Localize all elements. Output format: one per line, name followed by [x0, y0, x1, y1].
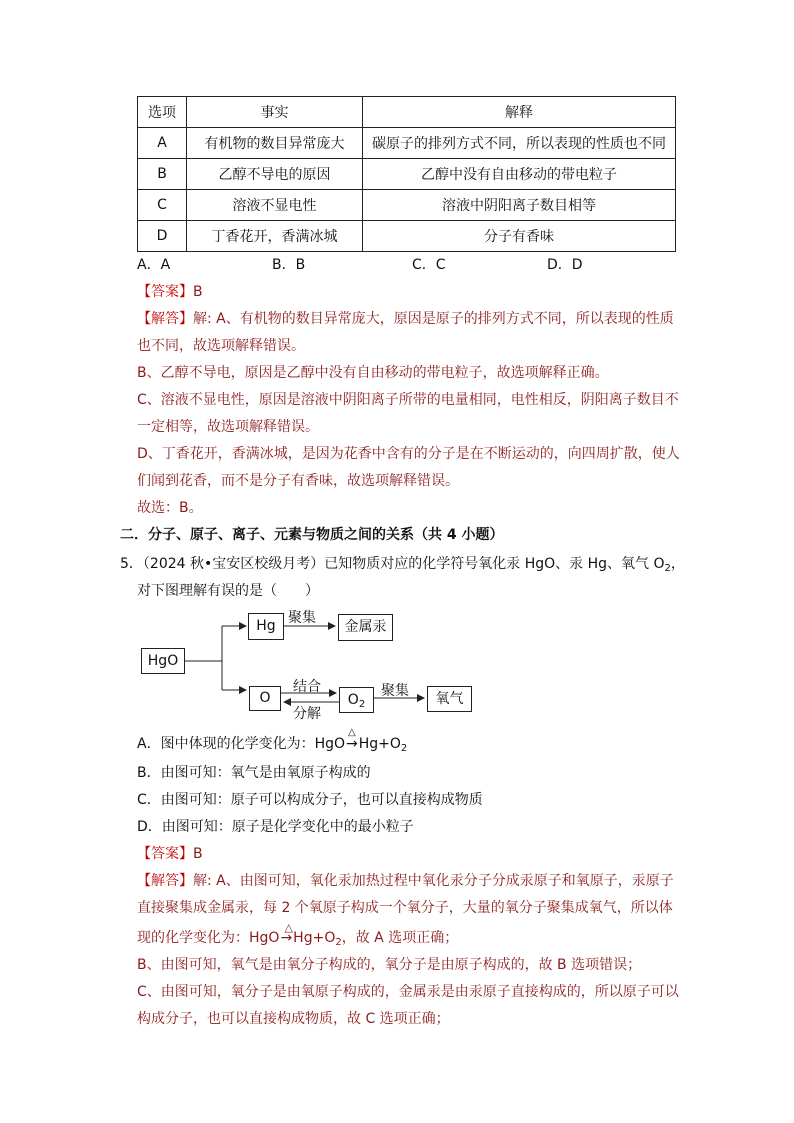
q4-solution-line: D、丁香花开，香满冰城，是因为花香中含有的分子是在不断运动的，向四周扩散，使人	[137, 446, 680, 462]
q5-solution-line	[137, 921, 459, 948]
delta-symbol: △	[284, 921, 293, 934]
o2-box	[339, 687, 374, 713]
solution-line3-products: Hg+O	[293, 930, 336, 946]
table-cell: 乙醇中没有自由移动的带电粒子	[363, 159, 676, 190]
table-header-cell: 事实	[187, 97, 363, 128]
q5-solution-line: B、由图可知，氧气是由氧分子构成的，氧分子是由原子构成的，故 B 选项错误；	[137, 957, 642, 973]
q4-solution-line: B、乙醇不导电，原因是乙醇中没有自由移动的带电粒子，故选项解释正确。	[137, 365, 609, 381]
q5-solution-line: 直接聚集成金属汞，每 2 个氧原子构成一个氧分子，大量的氧分子聚集成氧气，所以体	[137, 900, 673, 916]
q4-option-b: B．B	[272, 257, 306, 273]
q4-solution-line: C、溶液不显电性，原因是溶液中阴阳离子所带的电量相同，电性相反，阴阳离子数目不	[137, 392, 679, 408]
jujie-label-2: 聚集	[381, 683, 409, 699]
q5-solution-line: 构成分子，也可以直接构成物质，故 C 选项正确；	[137, 1011, 450, 1027]
solution-line3-prefix: 现的化学变化为：HgO	[137, 930, 280, 946]
q5-answer	[137, 843, 203, 863]
table-cell: B	[138, 159, 187, 190]
solution-label: 【解答】	[137, 311, 193, 327]
q4-option-a: A．A	[137, 257, 171, 273]
reaction-arrow: →	[280, 930, 293, 946]
table-header-cell: 选项	[138, 97, 187, 128]
table-cell: 溶液不显电性	[187, 190, 363, 221]
solution-text: 解: A、由图可知，氧化汞加热过程中氧化汞分子分成汞原子和氧原子，汞原子	[193, 873, 674, 889]
o2-main: O	[347, 692, 359, 708]
combine-label: 结合	[293, 679, 321, 695]
solution-text: 解: A、有机物的数目异常庞大，原因是原子的排列方式不同，所以表现的性质	[193, 311, 674, 327]
answer-label: 【答案】	[137, 284, 193, 300]
o2-sub: 2	[358, 699, 366, 710]
option-a-prefix: A．图中体现的化学变化为：HgO	[137, 736, 346, 752]
solution-line3-suffix: ，故 A 选项正确；	[341, 930, 459, 946]
q4-option-c: C．C	[412, 257, 446, 273]
hgo-box: HgO	[141, 648, 185, 674]
table-cell: 溶液中阴阳离子数目相等	[363, 190, 676, 221]
table-cell: A	[138, 128, 187, 159]
o-atom-box: O	[249, 686, 281, 711]
table-cell: 乙醇不导电的原因	[187, 159, 363, 190]
q4-solution-line: 一定相等，故选项解释错误。	[137, 419, 319, 435]
q5-stem-line2: 对下图理解有误的是（ ）	[137, 583, 319, 599]
q5-stem-text: 5．（2024 秋•宝安区校级月考）已知物质对应的化学符号氧化汞 HgO、汞 Hg、氧气 O	[120, 556, 665, 572]
q4-solution-line: 也不同，故选项解释错误。	[137, 338, 305, 354]
answer-value: B	[193, 284, 203, 300]
solution-label: 【解答】	[137, 873, 193, 889]
hg-box: Hg	[248, 613, 284, 640]
table-cell: 碳原子的排列方式不同，所以表现的性质也不同	[363, 128, 676, 159]
table-header-cell: 解释	[363, 97, 676, 128]
q5-option-a	[137, 727, 408, 754]
solution-line3-sub: 2	[335, 937, 342, 948]
q5-option-c: C．由图可知：原子可以构成分子，也可以直接构成物质	[137, 792, 483, 808]
q4-solution-line: 们闻到花香，而不是分子有香味，故选项解释错误。	[137, 473, 459, 489]
q5-option-b: B．由图可知：氧气是由氧原子构成的	[137, 765, 371, 781]
q5-solution-line	[137, 870, 674, 890]
q4-option-d: D．D	[547, 257, 583, 273]
table-cell: 分子有香味	[363, 221, 676, 252]
decompose-label: 分解	[293, 706, 321, 722]
table-cell: 丁香花开，香满冰城	[187, 221, 363, 252]
q5-stem-sub: 2	[664, 563, 671, 574]
section-title: 二．分子、原子、离子、元素与物质之间的关系（共 4 小题）	[120, 527, 504, 543]
table-cell: D	[138, 221, 187, 252]
q5-stem-end: ，	[670, 556, 685, 572]
q5-option-d: D．由图可知：原子是化学变化中的最小粒子	[137, 819, 414, 835]
answer-value: B	[193, 846, 203, 862]
answer-label: 【答案】	[137, 846, 193, 862]
oxygen-gas-box: 氧气	[427, 686, 472, 712]
table-cell: 有机物的数目异常庞大	[187, 128, 363, 159]
option-a-products: Hg+O	[358, 736, 401, 752]
option-a-sub: 2	[400, 743, 408, 754]
q5-solution-line: C、由图可知，氧分子是由氧原子构成的，金属汞是由汞原子直接构成的，所以原子可以	[137, 984, 679, 1000]
q4-solution-line: 故选：B。	[137, 500, 203, 516]
jujie-label-1: 聚集	[288, 610, 316, 626]
metal-mercury-box: 金属汞	[338, 614, 393, 641]
table-cell: C	[138, 190, 187, 221]
delta-symbol: △	[348, 727, 356, 738]
reaction-arrow: →	[346, 736, 358, 752]
